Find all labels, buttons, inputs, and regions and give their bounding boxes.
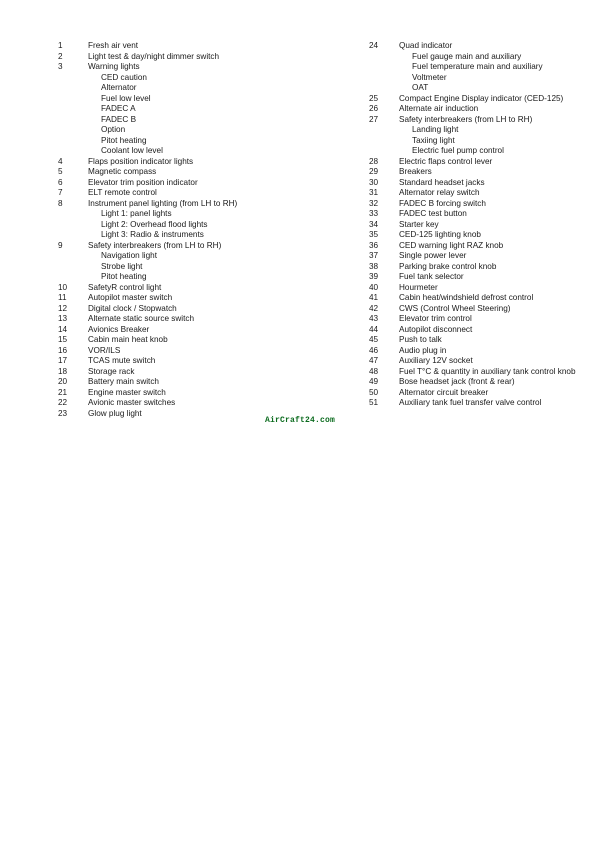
legend-subitem	[58, 251, 358, 262]
legend-item	[369, 293, 589, 304]
legend-item-number: 51	[369, 398, 379, 407]
legend-item-label: Safety interbreakers (from LH to RH)	[399, 114, 533, 124]
legend-item-number: 46	[369, 345, 379, 355]
legend-item-number: 31	[369, 188, 379, 197]
legend-item-label: Alternate static source switch	[88, 314, 195, 323]
legend-item-label: Standard headset jacks	[399, 177, 485, 187]
legend-item-number: 9	[58, 240, 63, 250]
legend-subitem	[58, 94, 358, 105]
legend-item-number: 7	[58, 188, 63, 197]
legend-item-number: 18	[58, 366, 68, 376]
legend-item-label: CED-125 lighting knob	[399, 230, 481, 239]
legend-item	[369, 325, 589, 336]
legend-item-number: 44	[369, 324, 379, 334]
legend-item-label: Flaps position indicator lights	[88, 156, 194, 166]
legend-item	[58, 356, 358, 367]
legend-item	[58, 52, 358, 63]
legend-item-label: Light 3: Radio & instruments	[101, 230, 204, 239]
legend-item-label: Light 1: panel lights	[101, 209, 172, 218]
legend-item-number: 48	[369, 366, 379, 376]
legend-subitem	[369, 136, 589, 147]
legend-item-number: 14	[58, 324, 68, 334]
legend-item	[369, 356, 589, 367]
legend-item-label: Taxiing light	[412, 135, 455, 145]
legend-item-label: Elevator trim position indicator	[88, 177, 198, 187]
legend-subitem	[58, 272, 358, 283]
legend-item-label: ELT remote control	[88, 188, 157, 197]
legend-item-number: 41	[369, 293, 379, 302]
legend-item-label: Alternate air induction	[399, 104, 479, 113]
legend-item-label: OAT	[412, 83, 429, 92]
legend-item-number: 50	[369, 387, 379, 397]
legend-item-number: 35	[369, 230, 379, 239]
legend-item-label: Electric fuel pump control	[412, 146, 504, 155]
legend-item-label: Strobe light	[101, 261, 143, 271]
legend-item	[369, 388, 589, 399]
legend-item-number: 25	[369, 93, 379, 103]
legend-item	[369, 377, 589, 388]
legend-item-number: 26	[369, 104, 379, 113]
legend-item	[58, 293, 358, 304]
legend-subitem	[369, 83, 589, 94]
legend-item	[369, 230, 589, 241]
legend-item	[369, 115, 589, 126]
legend-column-left	[58, 41, 358, 419]
legend-item-label: CED caution	[101, 72, 147, 82]
legend-item-label: Coolant low level	[101, 146, 163, 155]
legend-item	[58, 325, 358, 336]
legend-item-label: Battery main switch	[88, 377, 159, 386]
legend-item-label: Cabin main heat knob	[88, 335, 168, 344]
legend-item-label: Elevator trim control	[399, 314, 472, 323]
legend-item-number: 11	[58, 293, 67, 302]
legend-item-label: Safety interbreakers (from LH to RH)	[88, 240, 222, 250]
legend-item-label: Parking brake control knob	[399, 261, 497, 271]
legend-item	[369, 304, 589, 315]
legend-item	[369, 283, 589, 294]
legend-item	[58, 41, 358, 52]
legend-item	[369, 262, 589, 273]
legend-item-number: 17	[58, 356, 68, 365]
legend-subitem	[58, 230, 358, 241]
legend-item	[58, 199, 358, 210]
legend-item-number: 2	[58, 51, 63, 61]
legend-item	[369, 157, 589, 168]
legend-item-label: Fuel tank selector	[399, 272, 464, 281]
legend-subitem	[369, 73, 589, 84]
legend-item-label: TCAS mute switch	[88, 356, 156, 365]
legend-item	[58, 314, 358, 325]
legend-item-label: CWS (Control Wheel Steering)	[399, 303, 511, 313]
legend-item-number: 30	[369, 177, 379, 187]
legend-item-label: Starter key	[399, 219, 439, 229]
legend-item-number: 3	[58, 62, 63, 71]
legend-item-label: Auxiliary tank fuel transfer valve control	[399, 398, 542, 407]
legend-item	[58, 62, 358, 73]
legend-item	[369, 367, 589, 378]
legend-item-number: 32	[369, 198, 379, 208]
legend-item-label: Autopilot master switch	[88, 293, 173, 302]
legend-item-number: 37	[369, 251, 379, 260]
legend-item-number: 6	[58, 177, 63, 187]
legend-item-label: Storage rack	[88, 366, 135, 376]
legend-item-label: FADEC B	[101, 114, 137, 124]
legend-subitem	[58, 104, 358, 115]
legend-item-label: Fuel gauge main and auxiliary	[412, 51, 522, 61]
legend-item-label: Fuel low level	[101, 93, 151, 103]
legend-item-number: 39	[369, 272, 379, 281]
legend-item-number: 27	[369, 114, 379, 124]
legend-item-label: Auxiliary 12V socket	[399, 356, 473, 365]
legend-item-label: VOR/ILS	[88, 345, 121, 355]
legend-item	[369, 188, 589, 199]
legend-item-number: 21	[58, 387, 68, 397]
legend-item-number: 40	[369, 282, 379, 292]
legend-item	[369, 398, 589, 409]
legend-item-label: FADEC test button	[399, 209, 467, 218]
legend-item-label: Avionics Breaker	[88, 324, 150, 334]
legend-item-label: Audio plug in	[399, 345, 447, 355]
legend-item-label: Warning lights	[88, 62, 140, 71]
legend-item	[58, 335, 358, 346]
legend-item-number: 23	[58, 408, 68, 418]
legend-subitem	[58, 115, 358, 126]
legend-item	[58, 377, 358, 388]
legend-item-number: 29	[369, 167, 379, 176]
legend-item-label: Alternator	[101, 83, 137, 92]
legend-item-number: 10	[58, 282, 68, 292]
legend-item	[369, 335, 589, 346]
legend-item-label: Quad indicator	[399, 41, 453, 50]
legend-item-label: Glow plug light	[88, 408, 142, 418]
legend-item	[369, 272, 589, 283]
legend-item-number: 43	[369, 314, 379, 323]
legend-item-label: Voltmeter	[412, 72, 447, 82]
legend-item-number: 8	[58, 198, 63, 208]
legend-subitem	[58, 262, 358, 273]
legend-item	[58, 304, 358, 315]
legend-item-number: 15	[58, 335, 68, 344]
legend-item	[369, 241, 589, 252]
legend-item	[58, 283, 358, 294]
legend-item-number: 4	[58, 156, 63, 166]
legend-item	[369, 220, 589, 231]
legend-item-label: Alternator relay switch	[399, 188, 480, 197]
legend-item	[369, 199, 589, 210]
legend-item-label: Electric flaps control lever	[399, 156, 493, 166]
legend-item-label: Single power lever	[399, 251, 467, 260]
legend-item-label: Compact Engine Display indicator (CED-125)	[399, 93, 564, 103]
legend-item	[58, 346, 358, 357]
legend-item	[58, 367, 358, 378]
legend-item-label: FADEC A	[101, 104, 136, 113]
legend-item	[58, 188, 358, 199]
legend-item	[369, 104, 589, 115]
legend-item-number: 42	[369, 303, 379, 313]
legend-item-label: Fuel T°C & quantity in auxiliary tank control knob	[399, 366, 576, 376]
legend-item-label: Option	[101, 125, 126, 134]
legend-subitem	[369, 146, 589, 157]
legend-subitem	[58, 125, 358, 136]
legend-subitem	[369, 125, 589, 136]
legend-item-label: Cabin heat/windshield defrost control	[399, 293, 534, 302]
legend-item	[369, 94, 589, 105]
legend-item-label: Digital clock / Stopwatch	[88, 303, 177, 313]
legend-item	[369, 167, 589, 178]
legend-item-number: 12	[58, 303, 68, 313]
legend-item	[58, 167, 358, 178]
legend-item-label: Instrument panel lighting (from LH to RH)	[88, 198, 238, 208]
legend-subitem	[58, 83, 358, 94]
legend-item	[369, 251, 589, 262]
legend-item-label: Navigation light	[101, 251, 157, 260]
legend-item-number: 34	[369, 219, 379, 229]
legend-item-label: Pitot heating	[101, 135, 147, 145]
legend-item	[369, 41, 589, 52]
legend-item-number: 45	[369, 335, 379, 344]
legend-item	[369, 346, 589, 357]
legend-subitem	[58, 136, 358, 147]
legend-item	[58, 178, 358, 189]
legend-item-label: Fuel temperature main and auxiliary	[412, 62, 543, 71]
legend-item-label: Hourmeter	[399, 282, 438, 292]
legend-item-label: Engine master switch	[88, 387, 166, 397]
legend-item	[58, 157, 358, 168]
legend-subitem	[58, 73, 358, 84]
legend-subitem	[58, 220, 358, 231]
legend-item-label: Magnetic compass	[88, 167, 157, 176]
legend-item-number: 5	[58, 167, 63, 176]
legend-item	[58, 241, 358, 252]
legend-item	[58, 388, 358, 399]
legend-item-label: SafetyR control light	[88, 282, 162, 292]
legend-item-label: Landing light	[412, 125, 459, 134]
legend-item-label: Light 2: Overhead flood lights	[101, 219, 208, 229]
legend-column-right	[369, 41, 589, 409]
legend-item-number: 49	[369, 377, 379, 386]
legend-item-label: Breakers	[399, 167, 432, 176]
legend-item-number: 47	[369, 356, 379, 365]
legend-item	[369, 209, 589, 220]
legend-item-number: 13	[58, 314, 68, 323]
legend-item	[369, 314, 589, 325]
legend-subitem	[58, 146, 358, 157]
legend-item-label: Fresh air vent	[88, 41, 139, 50]
legend-item-number: 24	[369, 41, 379, 50]
legend-subitem	[369, 62, 589, 73]
legend-item-number: 38	[369, 261, 379, 271]
legend-item-label: FADEC B forcing switch	[399, 198, 486, 208]
legend-item-label: Autopilot disconnect	[399, 324, 473, 334]
legend-item-number: 20	[58, 377, 68, 386]
legend-item-number: 33	[369, 209, 379, 218]
legend-item-label: Pitot heating	[101, 272, 147, 281]
legend-item-number: 22	[58, 398, 68, 407]
legend-item-number: 36	[369, 240, 379, 250]
legend-item-label: Light test & day/night dimmer switch	[88, 51, 220, 61]
watermark: AirCraft24.com	[265, 416, 336, 425]
legend-subitem	[369, 52, 589, 63]
legend-item-label: Bose headset jack (front & rear)	[399, 377, 515, 386]
legend-item-number: 16	[58, 345, 68, 355]
legend-item-label: Alternator circuit breaker	[399, 387, 489, 397]
legend-item-label: Push to talk	[399, 335, 442, 344]
legend-item	[369, 178, 589, 189]
legend-item	[58, 398, 358, 409]
legend-item-number: 28	[369, 156, 379, 166]
legend-item-label: CED warning light RAZ knob	[399, 240, 504, 250]
legend-item-number: 1	[58, 41, 63, 50]
legend-subitem	[58, 209, 358, 220]
legend-item-label: Avionic master switches	[88, 398, 176, 407]
